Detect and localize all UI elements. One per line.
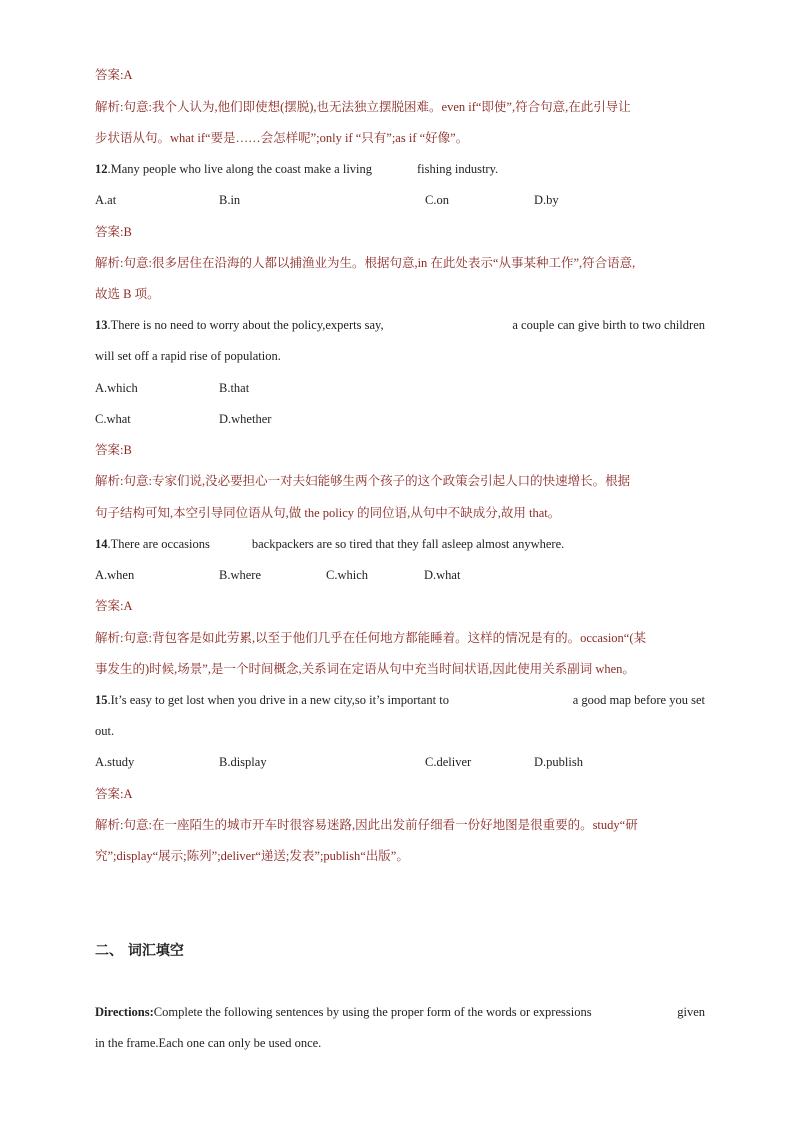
answer-14: 答案:A bbox=[95, 599, 133, 613]
question-13 bbox=[95, 317, 705, 333]
option-a: A.at bbox=[95, 193, 117, 207]
option-d: D.by bbox=[534, 193, 559, 207]
option-b: B.where bbox=[219, 568, 261, 582]
option-b: B.in bbox=[219, 193, 241, 207]
question-stem-part1: .There are occasions bbox=[107, 537, 210, 551]
answer-12: 答案:B bbox=[95, 225, 132, 239]
question-stem-part2: a couple can give birth to two children bbox=[512, 318, 705, 332]
option-c: C.on bbox=[425, 193, 449, 207]
question-15-line2: out. bbox=[95, 724, 115, 738]
options-14 bbox=[95, 567, 705, 583]
question-number: 14 bbox=[95, 537, 108, 551]
question-stem-part2: a good map before you set bbox=[572, 693, 705, 707]
option-c: C.what bbox=[95, 412, 131, 426]
options-15 bbox=[95, 754, 705, 770]
answer-11: 答案:A bbox=[95, 68, 133, 82]
option-d: D.what bbox=[424, 568, 461, 582]
question-15 bbox=[95, 692, 705, 708]
question-stem-part2: backpackers are so tired that they fall asleep almost anywhere. bbox=[251, 537, 565, 551]
directions-line1 bbox=[95, 1004, 705, 1020]
options-12 bbox=[95, 192, 705, 208]
question-number: 12 bbox=[95, 162, 108, 176]
question-12 bbox=[95, 161, 498, 177]
question-stem-part2: fishing industry. bbox=[417, 162, 499, 176]
option-c: C.deliver bbox=[425, 755, 472, 769]
option-a: A.when bbox=[95, 568, 135, 582]
question-number: 15 bbox=[95, 693, 108, 707]
question-stem-part1: .There is no need to worry about the policy,experts say, bbox=[107, 318, 384, 332]
analysis-14-line2: 事发生的)时候,场景”,是一个时间概念,关系词在定语从句中充当时间状语,因此使用关系副词 when。 bbox=[95, 662, 635, 676]
analysis-15-line2: 究”;display“展示;陈列”;deliver“递送;发表”;publish“出版”。 bbox=[95, 849, 409, 863]
answer-13: 答案:B bbox=[95, 443, 132, 457]
question-stem-part1: .It’s easy to get lost when you drive in a new city,so it’s important to bbox=[107, 693, 449, 707]
question-number: 13 bbox=[95, 318, 108, 332]
option-b: B.that bbox=[219, 381, 250, 395]
question-stem-part1: .Many people who live along the coast make a living bbox=[107, 162, 373, 176]
analysis-12-line2: 故选 B 项。 bbox=[95, 287, 160, 301]
analysis-12-line1: 解析:句意:很多居住在沿海的人都以捕渔业为生。根据句意,in 在此处表示“从事某种工作”,符合语意, bbox=[95, 256, 636, 270]
directions-text: Complete the following sentences by using the proper form of the words or expressions bbox=[153, 1005, 592, 1019]
section-heading: 二、 词汇填空 bbox=[95, 943, 184, 959]
options-13-row1 bbox=[95, 380, 705, 396]
option-b: B.display bbox=[219, 755, 267, 769]
question-14 bbox=[95, 536, 564, 552]
directions-label: Directions: bbox=[95, 1005, 154, 1019]
question-13-line2: will set off a rapid rise of population. bbox=[95, 349, 281, 363]
analysis-11-line1: 解析:句意:我个人认为,他们即使想(摆脱),也无法独立摆脱困难。even if“即使”,符合句意,在此引导让 bbox=[95, 100, 631, 114]
analysis-13-line1: 解析:句意:专家们说,没必要担心一对夫妇能够生两个孩子的这个政策会引起人口的快速增长。根据 bbox=[95, 474, 631, 488]
option-a: A.study bbox=[95, 755, 135, 769]
analysis-15-line1: 解析:句意:在一座陌生的城市开车时很容易迷路,因此出发前仔细看一份好地图是很重要的。study“研 bbox=[95, 818, 638, 832]
directions-text-end: given bbox=[677, 1005, 705, 1019]
options-13-row2 bbox=[95, 411, 705, 427]
option-c: C.which bbox=[326, 568, 369, 582]
analysis-13-line2: 句子结构可知,本空引导同位语从句,做 the policy 的同位语,从句中不缺成分,故用 that。 bbox=[95, 506, 561, 520]
analysis-11-line2: 步状语从句。what if“要是……会怎样呢”;only if “只有”;as if “好像”。 bbox=[95, 131, 469, 145]
answer-15: 答案:A bbox=[95, 787, 133, 801]
directions-line2: in the frame.Each one can only be used once. bbox=[95, 1036, 322, 1050]
option-d: D.whether bbox=[219, 412, 272, 426]
option-a: A.which bbox=[95, 381, 138, 395]
option-d: D.publish bbox=[534, 755, 583, 769]
analysis-14-line1: 解析:句意:背包客是如此劳累,以至于他们几乎在任何地方都能睡着。这样的情况是有的。occasion“(某 bbox=[95, 631, 647, 645]
